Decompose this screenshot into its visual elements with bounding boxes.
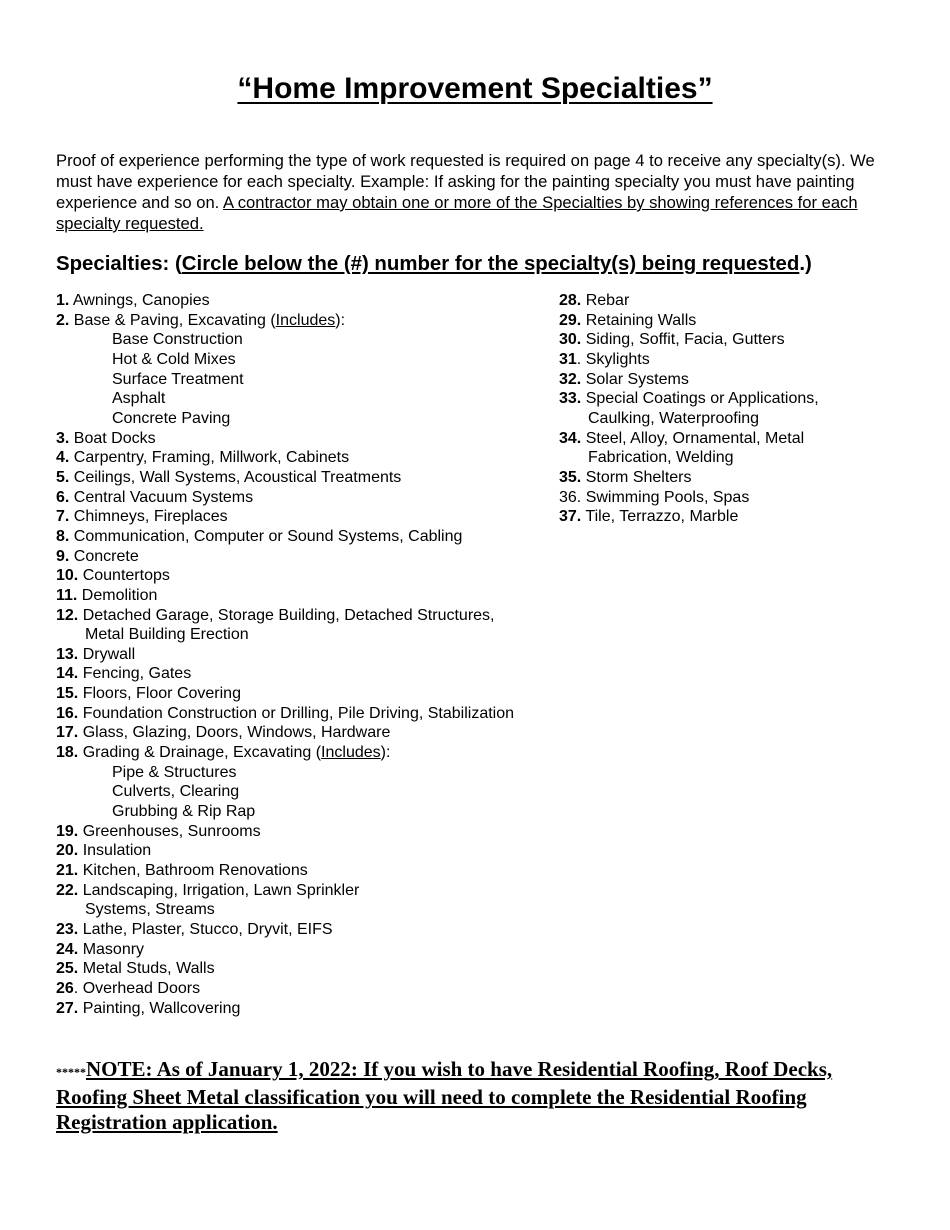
- specialty-label: Carpentry, Framing, Millwork, Cabinets: [69, 449, 350, 467]
- specialty-number: 11.: [56, 586, 78, 604]
- specialty-item: [56, 664, 556, 684]
- intro-paragraph: [56, 150, 896, 234]
- page-title-wrap: [0, 72, 950, 106]
- specialty-includes-label: Includes: [321, 744, 381, 762]
- specialty-number: 30.: [559, 331, 582, 349]
- specialties-heading: [56, 253, 896, 276]
- specialty-item: [559, 507, 889, 527]
- specialty-sub-item: Grubbing & Rip Rap: [112, 803, 256, 821]
- specialty-number: 28.: [559, 292, 582, 309]
- specialty-item: [56, 488, 556, 508]
- specialty-label: Floors, Floor Covering: [78, 685, 241, 703]
- specialty-number: 31: [559, 350, 577, 368]
- specialty-item: [56, 429, 556, 449]
- specialties-heading-instruction: Circle below the (#) number for the specialty(s) being requested: [181, 253, 800, 275]
- specialty-label: . Skylights: [576, 350, 650, 368]
- specialty-label: Lathe, Plaster, Stucco, Dryvit, EIFS: [78, 921, 333, 938]
- specialty-number: 36.: [559, 488, 582, 506]
- specialty-label: Masonry: [78, 940, 145, 958]
- intro-text: Proof of experience performing the type of work requested is required on page 4 to receive any specialty(s). We must have experience for each specialty. Example: If asking for the painting specialty you must have painting experience and so on.: [56, 151, 875, 212]
- specialties-list-left: [56, 291, 556, 1018]
- specialty-number: 9.: [56, 547, 70, 565]
- specialty-sub-item: Culverts, Clearing: [112, 783, 240, 801]
- specialty-label: Fencing, Gates: [78, 665, 192, 683]
- specialty-label: Special Coatings or Applications,: [581, 390, 819, 408]
- specialty-label: Landscaping, Irrigation, Lawn Sprinkler: [78, 881, 360, 899]
- specialty-number: 2.: [56, 311, 70, 329]
- specialty-item: [559, 311, 889, 331]
- specialty-item: [559, 429, 889, 449]
- specialty-number: 24.: [56, 940, 79, 958]
- note-asterisks: *****: [56, 1065, 86, 1079]
- specialty-label: Boat Docks: [69, 429, 156, 447]
- specialty-number: 20.: [56, 842, 79, 860]
- specialty-label: Glass, Glazing, Doors, Windows, Hardware: [78, 724, 391, 742]
- specialty-label: Rebar: [581, 292, 630, 309]
- specialty-label: Chimneys, Fireplaces: [69, 508, 228, 526]
- specialty-number: 35.: [559, 468, 582, 486]
- specialty-item: [559, 350, 889, 370]
- specialty-sub-item: Pipe & Structures: [112, 763, 237, 781]
- specialty-sub-item: Asphalt: [112, 390, 166, 408]
- specialty-number: 10.: [56, 567, 79, 585]
- specialty-number: 13.: [56, 645, 79, 663]
- specialty-item: [56, 959, 556, 979]
- specialty-label-end: ):: [335, 311, 346, 329]
- specialty-item: [559, 330, 889, 350]
- specialty-label: Drywall: [78, 645, 136, 663]
- specialty-number: 32.: [559, 370, 582, 388]
- specialty-label: Retaining Walls: [581, 311, 697, 329]
- specialty-number: 22.: [56, 881, 79, 899]
- specialty-item: [56, 743, 556, 763]
- specialty-item: [559, 370, 889, 390]
- specialty-number: 3.: [56, 429, 70, 447]
- specialty-item: [56, 311, 556, 331]
- specialty-label-continued: Systems, Streams: [85, 901, 215, 919]
- specialty-item: [56, 861, 556, 881]
- specialty-includes-label: Includes: [275, 311, 336, 329]
- specialty-label: Awnings, Canopies: [69, 292, 210, 309]
- specialty-label: Insulation: [78, 842, 152, 860]
- specialties-list-right: [559, 291, 889, 527]
- specialty-label: Kitchen, Bathroom Renovations: [78, 862, 308, 880]
- specialty-item: [56, 704, 556, 724]
- specialty-label: Siding, Soffit, Facia, Gutters: [581, 331, 785, 349]
- specialty-sub-item: Surface Treatment: [112, 370, 244, 388]
- specialty-label: Grading & Drainage, Excavating (: [78, 744, 322, 762]
- specialty-item: [56, 547, 556, 567]
- specialty-label: Countertops: [78, 567, 170, 585]
- specialty-item: [559, 468, 889, 488]
- note-text: NOTE: As of January 1, 2022: If you wish to have Residential Roofing, Roof Decks, Roofing Sheet Metal classification you will need to complete the Residential Roofing Registration application.: [56, 1057, 833, 1134]
- specialty-number: 29.: [559, 311, 582, 329]
- specialty-label: Steel, Alloy, Ornamental, Metal: [581, 429, 805, 447]
- specialty-number: 19.: [56, 822, 79, 840]
- specialty-number: 21.: [56, 862, 79, 880]
- page-title: “Home Improvement Specialties”: [237, 72, 713, 105]
- specialty-sub-item: Concrete Paving: [112, 409, 231, 427]
- specialty-label: . Overhead Doors: [73, 979, 201, 997]
- specialty-item: [56, 527, 556, 547]
- specialty-item: [559, 389, 889, 409]
- specialty-number: 8.: [56, 527, 70, 545]
- specialty-item: [56, 645, 556, 665]
- specialty-number: 12.: [56, 606, 79, 624]
- specialty-label: Demolition: [77, 586, 158, 604]
- specialty-sub-item: Base Construction: [112, 331, 243, 349]
- specialty-number: 33.: [559, 390, 582, 408]
- specialty-item: [56, 684, 556, 704]
- specialties-heading-suffix: .): [799, 253, 812, 275]
- specialty-number: 14.: [56, 665, 79, 683]
- specialty-number: 15.: [56, 685, 79, 703]
- specialty-number: 16.: [56, 704, 79, 722]
- specialty-number: 26: [56, 979, 74, 997]
- specialty-label: Central Vacuum Systems: [69, 488, 254, 506]
- specialty-label: Metal Studs, Walls: [78, 960, 215, 978]
- specialty-label: Communication, Computer or Sound Systems, Cabling: [69, 527, 463, 545]
- specialty-item: [56, 999, 556, 1019]
- specialty-number: 18.: [56, 744, 79, 762]
- specialty-item: [56, 822, 556, 842]
- specialty-label: Solar Systems: [581, 370, 689, 388]
- specialty-label: Detached Garage, Storage Building, Detached Structures,: [78, 606, 495, 624]
- specialty-item: [56, 940, 556, 960]
- specialty-label-continued: Metal Building Erection: [85, 626, 249, 644]
- specialty-item: [56, 468, 556, 488]
- specialty-number: 27.: [56, 999, 79, 1017]
- specialty-item: [56, 606, 556, 626]
- specialty-number: 17.: [56, 724, 79, 742]
- specialty-item: [56, 586, 556, 606]
- specialty-label-end: ):: [380, 744, 391, 762]
- specialty-label: Greenhouses, Sunrooms: [78, 822, 261, 840]
- specialty-item: [56, 881, 556, 901]
- specialty-number: 1.: [56, 292, 70, 309]
- specialty-item: [56, 448, 556, 468]
- specialty-label-continued: Caulking, Waterproofing: [588, 409, 760, 427]
- specialty-label: Storm Shelters: [581, 468, 692, 486]
- specialty-label: Tile, Terrazzo, Marble: [581, 508, 739, 526]
- specialty-number: 7.: [56, 508, 70, 526]
- specialty-label: Concrete: [69, 547, 139, 565]
- specialty-item: [56, 291, 556, 311]
- specialty-number: 4.: [56, 449, 70, 467]
- specialty-number: 23.: [56, 921, 79, 938]
- specialty-item: [56, 723, 556, 743]
- specialty-sub-item: Hot & Cold Mixes: [112, 350, 236, 368]
- specialty-item: [559, 488, 889, 508]
- roofing-note: [56, 1057, 896, 1135]
- specialty-number: 34.: [559, 429, 582, 447]
- specialty-item: [559, 291, 889, 311]
- specialties-heading-prefix: Specialties: (: [56, 253, 182, 275]
- specialty-item: [56, 979, 556, 999]
- specialty-number: 5.: [56, 468, 70, 486]
- specialty-label-continued: Fabrication, Welding: [588, 449, 734, 467]
- specialty-label: Ceilings, Wall Systems, Acoustical Treatments: [69, 468, 402, 486]
- specialty-number: 6.: [56, 488, 70, 506]
- specialty-number: 25.: [56, 960, 79, 978]
- intro-underlined-text: A contractor may obtain one or more of the Specialties by showing references for each specialty requested.: [56, 193, 858, 233]
- specialty-label: Base & Paving, Excavating (: [69, 311, 276, 329]
- specialty-label: Swimming Pools, Spas: [581, 488, 750, 506]
- specialty-item: [56, 507, 556, 527]
- specialty-item: [56, 920, 556, 940]
- specialty-label: Foundation Construction or Drilling, Pile Driving, Stabilization: [78, 704, 515, 722]
- specialty-number: 37.: [559, 508, 582, 526]
- specialty-item: [56, 841, 556, 861]
- specialty-item: [56, 566, 556, 586]
- specialty-label: Painting, Wallcovering: [78, 999, 241, 1017]
